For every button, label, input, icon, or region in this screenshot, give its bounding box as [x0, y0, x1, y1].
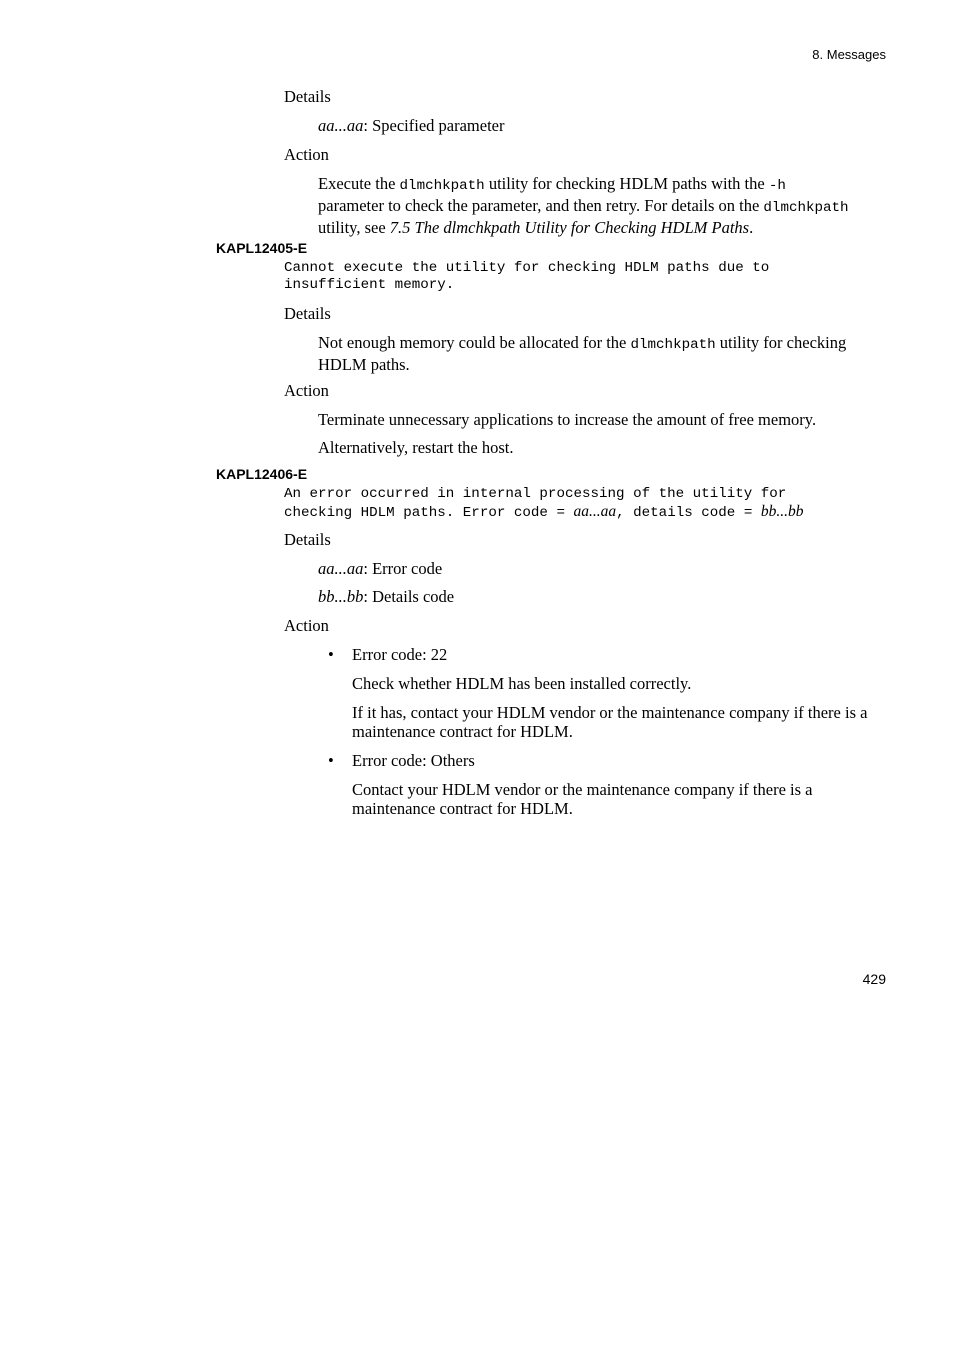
details-heading: Details — [284, 304, 331, 323]
details-heading: Details — [284, 87, 331, 106]
bullet-text: If it has, contact your HDLM vendor or the maintenance company if there is a maintenance contract for HDLM. — [352, 703, 868, 741]
action-text: Terminate unnecessary applications to increase the amount of free memory. — [318, 410, 817, 429]
action-text: utility for checking HDLM paths with the — [484, 174, 769, 193]
message-id: KAPL12406-E — [216, 466, 308, 482]
cross-reference: 7.5 The dlmchkpath Utility for Checking HDLM Paths — [389, 218, 750, 237]
page-number: 429 — [862, 971, 886, 987]
message-variable: bb...bb — [760, 503, 804, 520]
bullet-icon: • — [328, 645, 334, 664]
message-line: insufficient memory. — [284, 277, 455, 293]
message-id: KAPL12405-E — [216, 240, 308, 256]
details-text: Not enough memory could be allocated for the — [318, 333, 631, 352]
action-heading: Action — [284, 145, 329, 164]
details-item — [318, 587, 898, 606]
command-name: dlmchkpath — [630, 337, 716, 353]
action-paragraph — [318, 174, 898, 237]
param-variable: aa...aa — [318, 116, 364, 135]
message-text — [284, 486, 803, 522]
bullet-text: Check whether HDLM has been installed correctly. — [352, 674, 692, 693]
details-heading: Details — [284, 530, 331, 549]
details-text: : Error code — [363, 559, 443, 578]
error-variable: aa...aa — [318, 559, 364, 578]
action-text: Alternatively, restart the host. — [318, 438, 514, 457]
error-variable: bb...bb — [318, 587, 364, 606]
details-text: : Details code — [363, 587, 455, 606]
message-text — [284, 260, 769, 294]
details-text: utility for checking — [715, 333, 847, 352]
command-name: dlmchkpath — [399, 178, 485, 194]
details-item — [318, 559, 898, 578]
command-name: dlmchkpath — [763, 200, 849, 216]
details-paragraph — [318, 333, 898, 374]
bullet-icon: • — [328, 751, 334, 770]
param-text: : Specified parameter — [363, 116, 505, 135]
bullet-title: Error code: 22 — [352, 645, 448, 664]
message-fragment: , details code = — [616, 505, 761, 521]
action-text: utility, see — [318, 218, 390, 237]
message-line: Cannot execute the utility for checking HDLM paths due to — [284, 260, 770, 276]
running-header: 8. Messages — [812, 47, 886, 62]
message-line: An error occurred in internal processing of the utility for — [284, 486, 787, 502]
details-text: HDLM paths. — [318, 355, 410, 374]
message-line — [284, 503, 803, 522]
action-text: parameter to check the parameter, and then retry. For details on the — [318, 196, 764, 215]
message-variable: aa...aa — [573, 503, 617, 520]
action-text: . — [749, 218, 754, 237]
message-fragment: checking HDLM paths. Error code = — [284, 505, 574, 521]
bullet-title: Error code: Others — [352, 751, 475, 770]
parameter-description — [318, 116, 898, 135]
action-text: Execute the — [318, 174, 400, 193]
option-name: -h — [768, 178, 786, 194]
action-heading: Action — [284, 616, 329, 635]
bullet-text: Contact your HDLM vendor or the maintenance company if there is a maintenance contract for HDLM. — [352, 780, 813, 818]
action-heading: Action — [284, 381, 329, 400]
